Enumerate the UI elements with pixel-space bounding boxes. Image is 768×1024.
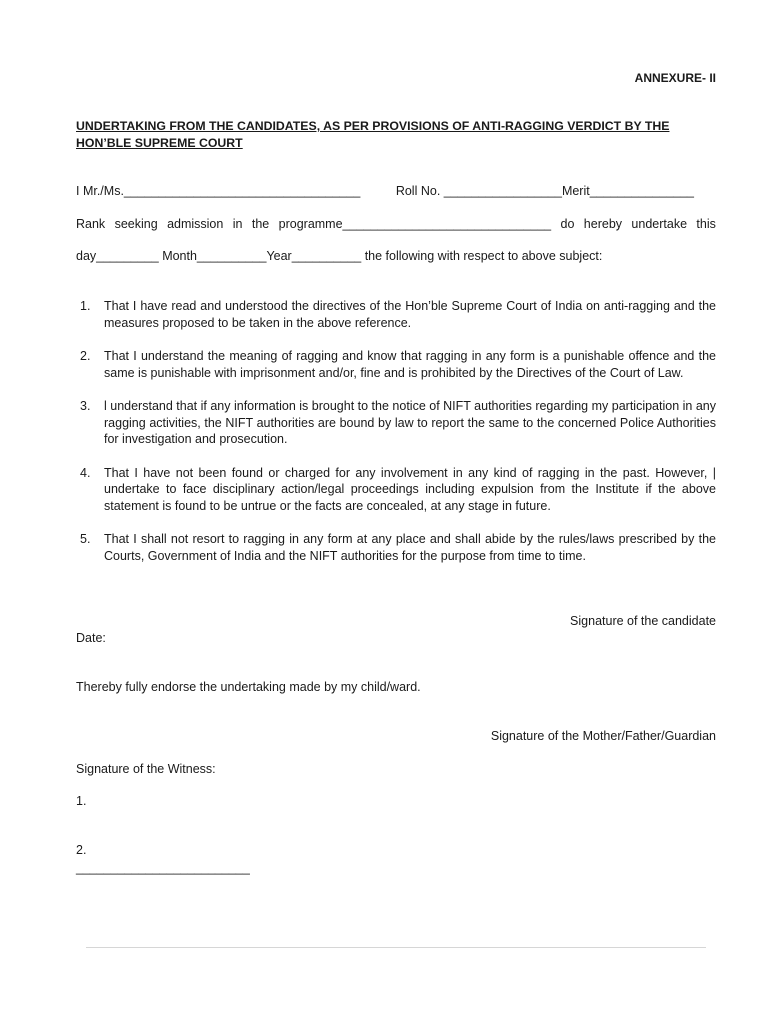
- endorsement-text: Thereby fully endorse the undertaking made by my child/ward.: [76, 680, 421, 694]
- witness-2: 2.: [76, 843, 87, 857]
- footer-divider: [86, 947, 706, 948]
- form-line-date: day_________ Month__________Year__________ the following with respect to above subject:: [76, 249, 603, 263]
- list-item: [76, 298, 716, 331]
- roll-merit-field: Roll No. _________________Merit_______________: [395, 184, 694, 198]
- item-number: 1.: [80, 299, 91, 313]
- undertaking-list: [76, 298, 716, 581]
- item-text: That I understand the meaning of ragging and know that ragging in any form is a punishable offence and the same is punishable with imprisonment and/or, fine and is prohibited by the Directives of the Court of Law.: [104, 349, 716, 380]
- witness-signature-line: _________________________: [76, 861, 250, 875]
- item-number: 3.: [80, 399, 91, 413]
- word: undertake: [631, 217, 688, 231]
- list-item: [76, 348, 716, 381]
- item-text: l understand that if any information is brought to the notice of NIFT authorities regarding my participation in any ragging activities, the NIFT authorities are bound by law to report the same to the concerned Police Authorities for investigation and prosecution.: [104, 399, 716, 446]
- document-page: [76, 0, 716, 1024]
- list-item: [76, 531, 716, 564]
- annexure-label: ANNEXURE- II: [634, 71, 716, 85]
- item-text: That I shall not resort to ragging in any form at any place and shall abide by the rules/laws prescribed by the Courts, Government of India and the NIFT authorities for the purpose from time to time.: [104, 532, 716, 563]
- word: Rank: [76, 217, 106, 231]
- item-number: 4.: [80, 465, 91, 480]
- item-number: 2.: [80, 349, 91, 363]
- witness-1: 1.: [76, 794, 87, 808]
- item-number: 5.: [80, 532, 91, 546]
- list-item: [76, 398, 716, 448]
- form-line-name: [76, 183, 716, 200]
- word: in: [232, 217, 243, 231]
- word: seeking: [114, 217, 158, 231]
- date-label: Date:: [76, 631, 106, 645]
- word: the: [251, 217, 270, 231]
- form-line-programme: [76, 216, 716, 233]
- item-text: That I have read and understood the directives of the Hon’ble Supreme Court of India on anti-ragging and the measures proposed to be taken in the above reference.: [104, 299, 716, 330]
- document-heading: UNDERTAKING FROM THE CANDIDATES, AS PER PROVISIONS OF ANTI-RAGGING VERDICT BY THE HON’BLE SUPREME COURT: [76, 119, 670, 150]
- name-field: I Mr./Ms.__________________________________: [76, 184, 361, 198]
- item-text: That I have not been found or charged for any involvement in any kind of ragging in the past. However, | undertake to face disciplinary action/legal proceedings including expulsion from the Institute if the above statement is found to be untrue or the facts are concealed, at any stage in future.: [104, 465, 716, 513]
- word: hereby: [583, 217, 623, 231]
- witness-label: Signature of the Witness:: [76, 762, 216, 776]
- list-item: [76, 465, 716, 515]
- guardian-signature-label: Signature of the Mother/Father/Guardian: [490, 729, 716, 743]
- word: do: [560, 217, 575, 231]
- word: this: [696, 217, 716, 231]
- candidate-signature-label: Signature of the candidate: [570, 614, 716, 628]
- programme-field: programme______________________________: [278, 217, 552, 231]
- word: admission: [167, 217, 224, 231]
